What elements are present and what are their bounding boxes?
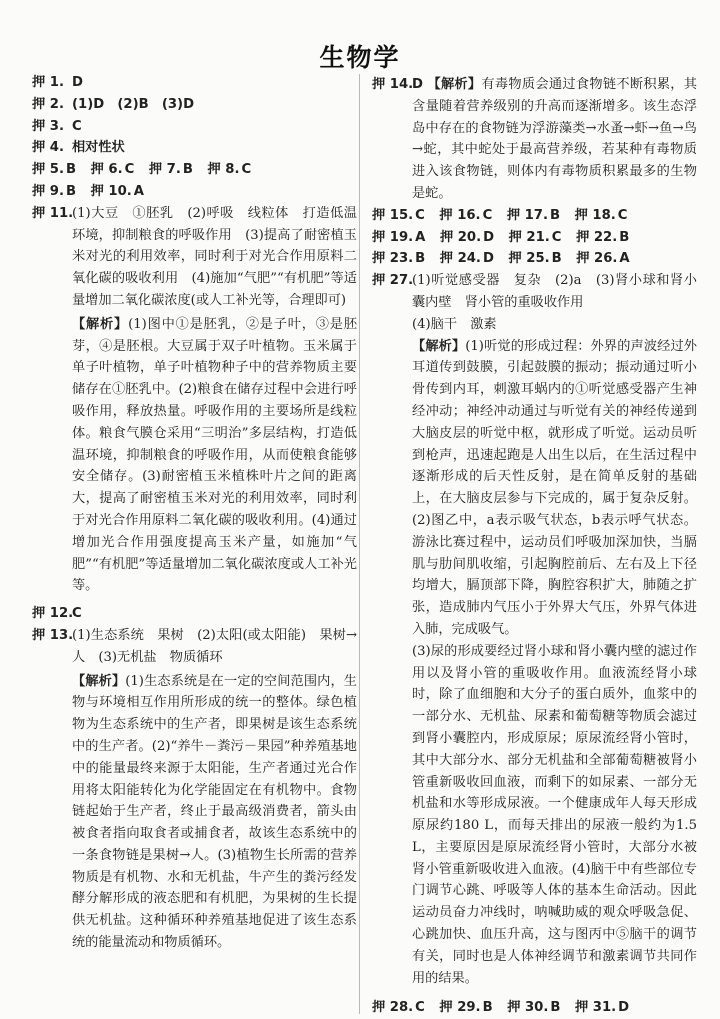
question-label: 押 11. <box>32 205 74 221</box>
question-label: 押 4. <box>32 140 64 156</box>
answer-text: (1)大豆 ①胚乳 (2)呼吸 线粒体 打造低温环境，抑制粮食的呼吸作用 (3)提高了耐密植玉米对光的利用效率，同时利于对光合作用原料二氧化碳的吸收利用 (4)施加“气肥”“有机肥”等适量增加二氧化碳浓度(或人工补光等，合理即可) <box>72 205 357 308</box>
analysis-tag: 【解析】 <box>412 338 466 354</box>
question-label: 押 26. <box>576 251 618 267</box>
answer-11 <box>32 203 357 597</box>
question-label: 押 1. <box>32 75 64 90</box>
question-label: 押 19. <box>372 229 414 245</box>
answer-text: C <box>415 1000 425 1016</box>
answer-text: B <box>182 162 193 178</box>
answer-27 <box>372 270 697 989</box>
answer-text: (1)生态系统 果树 (2)太阳(或太阳能) 果树→人 (3)无机盐 物质循环 <box>72 627 357 665</box>
answer-text: A <box>619 251 630 267</box>
answers-9-10 <box>32 181 357 203</box>
answer-3 <box>32 116 357 138</box>
question-label: 押 22. <box>576 229 618 245</box>
question-label: 押 30. <box>507 1000 549 1016</box>
question-label: 押 7. <box>148 162 181 178</box>
answer-14 <box>372 74 697 205</box>
question-label: 押 27. <box>372 273 414 289</box>
answer-text: C <box>415 207 425 223</box>
analysis-text: (1)听觉的形成过程：外界的声波经过外耳道传到鼓膜，引起鼓膜的振动；振动通过听小骨传到内耳，刺激耳蜗内的①听觉感受器产生神经冲动；神经冲动通过与听觉有关的神经传递到大脑皮层的听觉中枢，就形成了听觉。运动员听到枪声，迅速起跑是人出生以后，在生活过程中逐渐形成的后天性反射，是在简单反射的基础上，在大脑皮层参与下完成的，属于复杂反射。(2)图乙中，a表示吸气状态，b表示呼气状态。游泳比赛过程中，运动员们呼吸加深加快，当膈肌与肋间肌收缩，引起胸腔前后、左右及上下径均增大，膈顶部下降，胸腔容积扩大，肺随之扩张，造成肺内气压小于外界大气压，外界气体进入肺，完成吸气。 <box>412 338 697 637</box>
analysis <box>412 336 697 641</box>
question-label: 押 28. <box>372 1000 414 1016</box>
answer-text: C <box>72 118 82 134</box>
answer-text: C <box>617 207 628 223</box>
question-label: 押 8. <box>207 162 240 178</box>
analysis-text: (1)生态系统是在一定的空间范围内，生物与环境相互作用所形成的统一的整体。绿色植物为生态系统中的生产者，即果树是该生态系统中的生产者。(2)“养牛－粪污－果园”种养殖基地中的能量最终来源于太阳能，生产者通过光合作用将太阳能转化为化学能固定在有机物中。食物链起始于生产者，终止于最高级消费者，箭头由被食者指向取食者或捕食者，故该生态系统中的一条食物链是果树→人。(3)植物生长所需的营养物质是有机物、水和无机盐，牛产生的粪污经发酵分解形成的液态肥和有机肥，为果树的生长提供无机盐。这种循环种养殖基地促进了该生态系统的能量流动和物质循环。 <box>72 673 357 951</box>
question-label: 押 24. <box>439 251 481 267</box>
answer-text: A <box>133 183 144 199</box>
question-label: 押 14. <box>372 77 414 92</box>
answer-text: B <box>619 229 630 245</box>
answer-text: D <box>72 75 83 90</box>
question-label: 押 25. <box>508 251 550 267</box>
question-label: 押 13. <box>32 627 74 643</box>
page-title: 生物学 <box>319 43 401 72</box>
analysis-tag: 【解析】 <box>427 77 482 92</box>
answer-text: B <box>415 251 426 267</box>
answer-text: D <box>483 229 495 245</box>
answer-text: B <box>549 207 561 223</box>
answers-19-22 <box>372 227 697 249</box>
question-label: 押 10. <box>90 183 132 199</box>
question-label: 押 31. <box>575 1000 617 1016</box>
answer-text: B <box>482 1000 493 1016</box>
answers-23-26 <box>372 248 697 270</box>
answer-text: (1)D (2)B (3)D <box>72 96 195 112</box>
answer-text: D <box>482 251 494 267</box>
question-label: 押 16. <box>439 207 481 223</box>
answer-text-continued: (4)脑干 激素 <box>412 316 497 332</box>
question-label: 押 18. <box>574 207 616 223</box>
answer-text: (1)听觉感受器 复杂 (2)a (3)肾小球和肾小囊内壁 肾小管的重吸收作用 <box>412 273 697 310</box>
answers-15-18 <box>372 205 697 227</box>
answer-text: D <box>618 1000 630 1016</box>
question-label: 押 29. <box>439 1000 481 1016</box>
question-label: 押 20. <box>439 229 482 245</box>
question-label: 押 5. <box>32 162 64 178</box>
answer-12 <box>32 603 357 625</box>
question-label: 押 21. <box>508 229 550 245</box>
answers-5-8 <box>32 159 357 181</box>
question-label: 押 2. <box>32 96 64 112</box>
answer-text: A <box>415 229 426 245</box>
analysis-continued: (3)尿的形成要经过肾小球和肾小囊内壁的滤过作用以及肾小管的重吸收作用。血液流经肾小球时，除了血细胞和大分子的蛋白质外，血浆中的一部分水、无机盐、尿素和葡萄糖等物质会滤过到肾小囊腔内，形成原尿；原尿流经肾小管时，其中大部分水、部分无机盐和全部葡萄糖被肾小管重新吸收回血液，而剩下的如尿素、一部分无机盐和水等形成尿液。一个健康成年人每天形成原尿约180 L，而每天排出的尿液一般约为1.5 L，主要原因是原尿流经肾小管时，大部分水被肾小管重新吸收进入血液。(4)脑干中有些部位专门调节心跳、呼吸等人体的基本生命活动。因此运动员奋力冲线时，呐喊助威的观众呼吸急促、心跳加快、血压升高，这与图丙中⑤脑干的调节有关，同时也是人体神经调节和激素调节共同作用的结果。 <box>412 643 697 986</box>
answer-text: B <box>550 1000 561 1016</box>
question-label: 押 6. <box>90 162 123 178</box>
analysis-text: 有毒物质会通过食物链不断积累，其含量随着营养级别的升高而逐渐增多。该生态浮岛中存在的食物链为浮游藻类→水蚤→虾→鱼→鸟→蛇，其中蛇处于最高营养级，若某种有毒物质进入该食物链，则体内有毒物质积累最多的生物是蛇。 <box>412 77 697 201</box>
question-label: 押 23. <box>372 251 414 267</box>
answer-text: D <box>412 77 423 92</box>
analysis <box>72 671 357 954</box>
answer-2 <box>32 94 357 116</box>
answer-text: C <box>124 162 135 178</box>
analysis <box>72 314 357 597</box>
column-divider <box>359 74 360 1014</box>
question-label: 押 17. <box>506 207 548 223</box>
answer-4 <box>32 137 357 159</box>
answer-1 <box>32 72 357 94</box>
answer-text: B <box>65 183 77 199</box>
left-column <box>32 72 357 954</box>
analysis <box>412 74 697 205</box>
answers-28-31 <box>372 997 697 1019</box>
question-label: 押 9. <box>32 183 64 199</box>
question-label: 押 3. <box>32 118 64 134</box>
answer-text: 相对性状 <box>72 140 125 156</box>
question-label: 押 15. <box>372 207 414 223</box>
answer-text: B <box>551 251 562 267</box>
question-label: 押 12. <box>32 606 74 622</box>
answer-text: C <box>241 162 252 178</box>
answer-13 <box>32 625 357 954</box>
right-column <box>372 74 697 1019</box>
answer-text: C <box>551 229 562 245</box>
analysis-text: (1)图中①是胚乳，②是子叶，③是胚芽，④是胚根。大豆属于双子叶植物。玉米属于单子叶植物，单子叶植物种子中的营养物质主要储存在①胚乳中。(2)粮食在储存过程中会进行呼吸作用，释放热量。呼吸作用的主要场所是线粒体。粮食气膜仓采用“三明治”多层结构，打造低温环境，抑制粮食的呼吸作用，从而使粮食能够安全储存。(3)耐密植玉米植株叶片之间的距离大，提高了耐密植玉米对光的利用效率，同时利于对光合作用原料二氧化碳的吸收利用。(4)通过增加光合作用强度提高玉米产量，如施加“气肥”“有机肥”等适量增加二氧化碳浓度或人工补光等。 <box>72 316 358 594</box>
answer-text: C <box>482 207 493 223</box>
answer-text: C <box>72 606 82 622</box>
answer-text: B <box>65 162 77 178</box>
analysis-tag: 【解析】 <box>72 673 126 689</box>
analysis-tag: 【解析】 <box>72 316 129 332</box>
